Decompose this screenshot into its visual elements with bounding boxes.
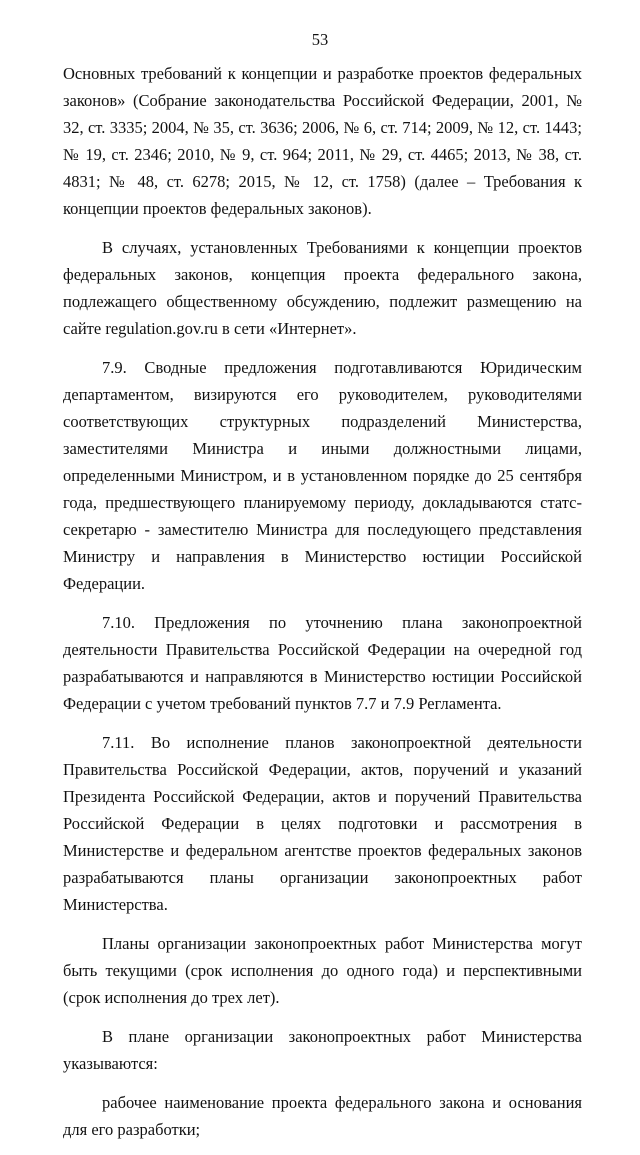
document-body	[63, 60, 582, 1155]
paragraph-requirements-citation: Основных требований к концепции и разработке проектов федеральных законов» (Собрание законодательства Российской Федерации, 2001, № 32, ст. 3335; 2004, № 35, ст. 3636; 2006, № 6, ст. 714; 2009, № 12, ст. 1443; № 19, ст. 2346; 2010, № 9, ст. 964; 2011, № 29, ст. 4465; 2013, № 38, ст. 4831; № 48, ст. 6278; 2015, № 12, ст. 1758) (далее – Требования к концепции проектов федеральных законов).	[63, 64, 582, 218]
paragraph-concept-publication: В случаях, установленных Требованиями к концепции проектов федеральных законов, концепция проекта федерального закона, подлежащего общественному обсуждению, подлежит размещению на сайте regulation.gov.ru в сети «Интернет».	[63, 238, 582, 338]
paragraph-plan-contents-intro: В плане организации законопроектных работ Министерства указываются:	[63, 1027, 582, 1073]
paragraph-plan-types: Планы организации законопроектных работ Министерства могут быть текущими (срок исполнения до одного года) и перспективными (срок исполнения до трех лет).	[63, 934, 582, 1007]
paragraph-plan-item-working-title: рабочее наименование проекта федерального закона и основания для его разработки;	[63, 1093, 582, 1139]
paragraph-7-9: 7.9. Сводные предложения подготавливаются Юридическим департаментом, визируются его руководителем, руководителями соответствующих структурных подразделений Министерства, заместителями Министра и иными должностными лицами, определенными Министром, и в установленном порядке до 25 сентября года, предшествующего планируемому периоду, докладываются статс-секретарю - заместителю Министра для последующего представления Министру и направления в Министерство юстиции Российской Федерации.	[63, 358, 582, 593]
paragraph-7-11: 7.11. Во исполнение планов законопроектной деятельности Правительства Российской Федерации, актов, поручений и указаний Президента Российской Федерации, актов и поручений Правительства Российской Федерации в целях подготовки и рассмотрения в Министерстве и федеральном агентстве проектов федеральных законов разрабатываются планы организации законопроектных работ Министерства.	[63, 733, 582, 914]
page-number: 53	[311, 30, 329, 49]
paragraph-7-10: 7.10. Предложения по уточнению плана законопроектной деятельности Правительства Российской Федерации на очередной год разрабатываются и направляются в Министерство юстиции Российской Федерации с учетом требований пунктов 7.7 и 7.9 Регламента.	[63, 613, 582, 713]
